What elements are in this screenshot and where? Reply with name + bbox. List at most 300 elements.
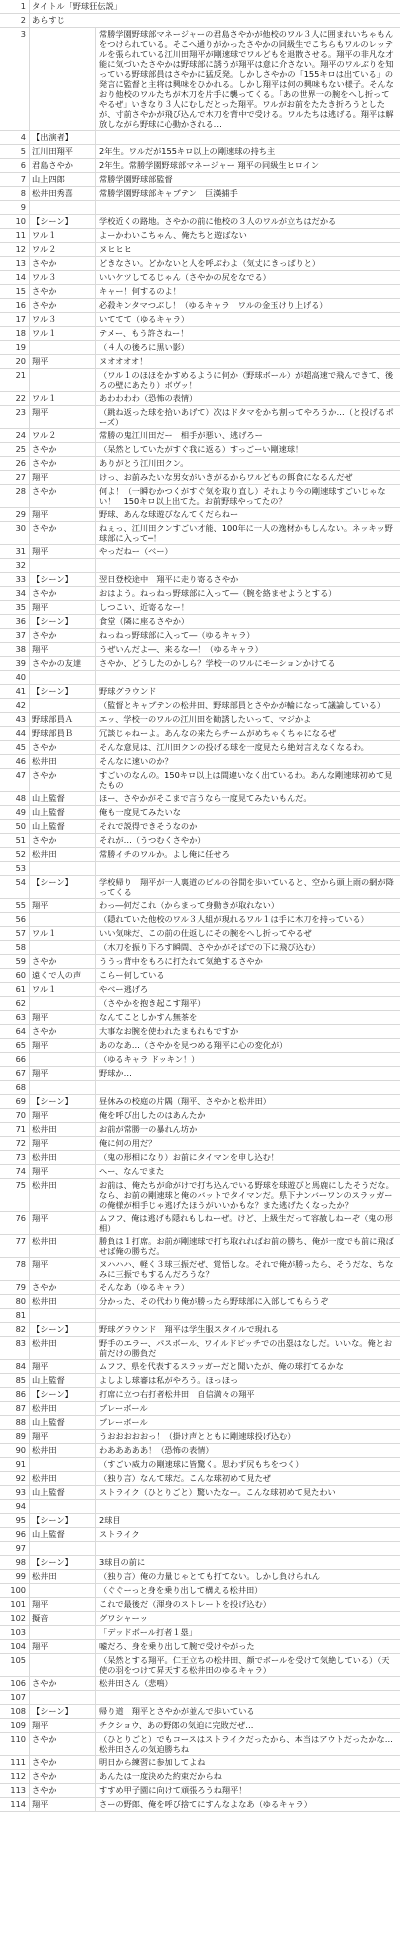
speaker-cell: 翔平 <box>30 1039 96 1052</box>
row-number: 17 <box>0 313 30 326</box>
speaker-cell <box>30 1081 96 1094</box>
speaker-cell: 【シーン】 <box>30 215 96 228</box>
row-number: 3 <box>0 28 30 130</box>
line-text-cell: うぜいんだよ―、来るな―！（ゆるキャラ） <box>99 644 263 654</box>
line-text-cell: そんなに速いのか？ <box>99 756 173 766</box>
speaker-cell: 擬音 <box>30 1612 96 1625</box>
row-number: 73 <box>0 1151 30 1164</box>
script-row <box>0 671 400 685</box>
row-number: 43 <box>0 713 30 726</box>
line-text-cell: 打席に立つ右打者松井田 自信満々の翔平 <box>99 1389 255 1399</box>
line-text-cell: （４人の後ろに黒い影） <box>99 342 190 352</box>
line-text-cell: 2年生。常勝学園野球部マネージャー 翔平の同級生ヒロイン <box>99 160 320 170</box>
speaker-cell <box>30 671 96 684</box>
script-row <box>0 1528 400 1542</box>
row-number: 77 <box>0 1235 30 1257</box>
line-text-cell: いててて（ゆるキャラ） <box>99 314 190 324</box>
row-number: 67 <box>0 1067 30 1080</box>
speaker-cell: さやか <box>30 299 96 312</box>
speaker-cell: 【出演者】 <box>30 131 96 144</box>
line-text-cell: いいケツしてるじゃん（さやかの尻をなでる） <box>99 272 271 282</box>
row-number: 33 <box>0 573 30 586</box>
script-row <box>0 1784 400 1798</box>
line-text-cell: 何よ！（一瞬むかつくがすぐ気を取り直し）それより今の剛速球すごいじゃない！ 150キロ以上出てた。お前野球やってたの？ <box>99 486 386 506</box>
speaker-cell <box>30 862 96 875</box>
row-number: 26 <box>0 457 30 470</box>
row-number: 102 <box>0 1612 30 1625</box>
line-text-cell <box>96 1081 400 1094</box>
script-row <box>0 1733 400 1756</box>
speaker-cell <box>30 1626 96 1639</box>
script-row <box>0 369 400 392</box>
row-number: 8 <box>0 187 30 200</box>
speaker-cell <box>30 369 96 391</box>
line-text-cell: へー、なんでまた <box>99 1166 165 1176</box>
line-text-cell: ストライク（ひとりごと）驚いたなー。こんな球初めて見たわい <box>99 1487 336 1497</box>
line-text-cell: 3球目の前に <box>99 1557 146 1567</box>
row-number: 24 <box>0 429 30 442</box>
script-row <box>0 229 400 243</box>
row-number: 13 <box>0 257 30 270</box>
speaker-cell: 松井田秀喜 <box>30 187 96 200</box>
script-row <box>0 1542 400 1556</box>
line-text-cell: ムフフ、県を代表するスラッガーだと聞いたが、俺の球打てるかな <box>99 1361 344 1371</box>
line-text-cell: あわわわわ（恐怖の表情） <box>99 393 198 403</box>
line-text-cell: 常勝の鬼江川田だー 相手が悪い、逃げろー <box>99 430 263 440</box>
row-number: 63 <box>0 1011 30 1024</box>
speaker-cell <box>30 1542 96 1555</box>
row-number: 50 <box>0 820 30 833</box>
script-row <box>0 28 400 131</box>
line-text-cell: いい気味だ、この前の仕返しにその腕をへし折ってやるぜ <box>99 928 312 938</box>
speaker-cell: 【シーン】 <box>30 573 96 586</box>
row-number: 85 <box>0 1374 30 1387</box>
script-row <box>0 1081 400 1095</box>
script-row <box>0 1677 400 1691</box>
line-text-cell: 学校近くの路地。さやかの前に他校の３人のワルが立ちはだかる <box>99 216 337 226</box>
script-row <box>0 741 400 755</box>
script-row <box>0 792 400 806</box>
script-row <box>0 834 400 848</box>
row-number: 61 <box>0 983 30 996</box>
row-number: 66 <box>0 1053 30 1066</box>
line-text-cell: すごいのなんの。150キロ以上は間違いなく出ているわ。あんな剛速球初めて見たもの <box>99 770 393 790</box>
speaker-cell: さやか <box>30 285 96 298</box>
row-number: 49 <box>0 806 30 819</box>
line-text-cell: そんな意見は、江川田クンの投げる球を一度見たら絶対言えなくなるわ。 <box>99 742 369 752</box>
script-row <box>0 913 400 927</box>
line-text-cell <box>96 131 400 144</box>
line-text-cell: わっ―何だこれ（からまって身動きが取れない） <box>99 900 280 910</box>
script-row <box>0 1109 400 1123</box>
speaker-cell: さやか <box>30 522 96 544</box>
speaker-cell: 翔平 <box>30 1067 96 1080</box>
line-text-cell: テメー、もう許さねー！ <box>99 328 189 338</box>
speaker-cell: 山上監督 <box>30 806 96 819</box>
line-text-cell: 松井田さん（悲鳴） <box>99 1678 173 1688</box>
speaker-cell: ワル１ <box>30 927 96 940</box>
row-number: 4 <box>0 131 30 144</box>
speaker-cell: 松井田 <box>30 848 96 861</box>
script-row <box>0 1309 400 1323</box>
line-text-cell: 2球目 <box>99 1515 121 1525</box>
speaker-cell: 翔平 <box>30 1137 96 1150</box>
line-text-cell: 野手のエラー、パスボール、ワイルドピッチでの出塁はなしだ。いいな。俺とお前だけの勝負だ <box>99 1338 393 1358</box>
script-row <box>0 313 400 327</box>
line-text-cell: グワシャーッ <box>99 1613 148 1623</box>
row-number: 52 <box>0 848 30 861</box>
line-text-cell: プレーボール <box>99 1403 148 1413</box>
row-number: 29 <box>0 508 30 521</box>
script-row <box>0 1025 400 1039</box>
script-row <box>0 955 400 969</box>
row-number: 106 <box>0 1677 30 1690</box>
row-number: 78 <box>0 1258 30 1280</box>
line-text-cell: （隠れていた他校のワル３人組が現れるワル１は手に木刀を持っている） <box>99 914 369 924</box>
speaker-cell <box>30 1584 96 1597</box>
row-number: 71 <box>0 1123 30 1136</box>
script-row <box>0 201 400 215</box>
script-row <box>0 941 400 955</box>
speaker-cell <box>30 1053 96 1066</box>
speaker-cell: さやか <box>30 769 96 791</box>
speaker-cell: ワル３ <box>30 271 96 284</box>
row-number: 105 <box>0 1654 30 1676</box>
line-text-cell: すすめ甲子園に向けて頑張ろうね翔平！ <box>99 1785 247 1795</box>
speaker-cell: 【シーン】 <box>30 1514 96 1527</box>
line-text-cell: 必殺キンタマつぶし！（ゆるキャラ ワルの金玉けり上げる） <box>99 300 328 310</box>
row-number: 51 <box>0 834 30 847</box>
row-number: 107 <box>0 1691 30 1704</box>
speaker-cell: 山上監督 <box>30 1374 96 1387</box>
speaker-cell: ワル２ <box>30 243 96 256</box>
row-number: 96 <box>0 1528 30 1541</box>
row-number: 79 <box>0 1281 30 1294</box>
line-text-cell: これで最後だ（渾身のストレートを投げ込む） <box>99 1599 271 1609</box>
line-text-cell: チクショウ、あの野郎の気迫に完敗だぜ… <box>99 1720 254 1730</box>
row-number: 46 <box>0 755 30 768</box>
row-number: 11 <box>0 229 30 242</box>
script-row <box>0 1402 400 1416</box>
script-row <box>0 699 400 713</box>
script-row <box>0 1770 400 1784</box>
speaker-cell: 翔平 <box>30 508 96 521</box>
script-row <box>0 1798 400 1812</box>
row-number: 95 <box>0 1514 30 1527</box>
script-row <box>0 1654 400 1677</box>
line-text-cell: ねぇっ、江川田クンすごい才能、100年に一人の逸材かもしんない。ネッキッ野球部に入って─！ <box>99 523 393 543</box>
script-row <box>0 1011 400 1025</box>
script-row <box>0 271 400 285</box>
line-text-cell: しつこい、近寄るなー！ <box>99 602 190 612</box>
row-number: 2 <box>0 14 30 27</box>
line-text-cell: プレーボール <box>99 1417 148 1427</box>
script-row <box>0 1360 400 1374</box>
script-row <box>0 471 400 485</box>
line-text-cell: それで説得できそうなのか <box>99 821 198 831</box>
script-row <box>0 299 400 313</box>
speaker-cell: さやか <box>30 1025 96 1038</box>
speaker-cell: ワル３ <box>30 313 96 326</box>
line-text-cell: ヌオオオオ！ <box>99 356 148 366</box>
line-text-cell <box>96 862 400 875</box>
speaker-cell: ワル１ <box>30 327 96 340</box>
script-row <box>0 806 400 820</box>
script-row <box>0 131 400 145</box>
script-row <box>0 862 400 876</box>
line-text-cell: （鬼の形相になり）お前にタイマンを申し込む！ <box>99 1152 279 1162</box>
speaker-cell: さやか <box>30 1770 96 1783</box>
script-row <box>0 1374 400 1388</box>
script-row <box>0 1719 400 1733</box>
script-row <box>0 927 400 941</box>
script-row <box>0 899 400 913</box>
script-row <box>0 848 400 862</box>
script-row <box>0 1570 400 1584</box>
speaker-cell: 【シーン】 <box>30 1095 96 1108</box>
speaker-cell: 翔平 <box>30 471 96 484</box>
script-row <box>0 1165 400 1179</box>
script-row <box>0 0 400 14</box>
speaker-cell: タイトル「野球狂伝説」 <box>32 1 122 11</box>
speaker-cell: 翔平 <box>30 899 96 912</box>
row-number: 89 <box>0 1430 30 1443</box>
script-row <box>0 1691 400 1705</box>
row-number: 60 <box>0 969 30 982</box>
line-text-cell: （さやかを抱き起こす翔平） <box>99 998 206 1008</box>
row-number: 27 <box>0 471 30 484</box>
row-number: 80 <box>0 1295 30 1308</box>
speaker-cell <box>30 1654 96 1676</box>
row-number: 72 <box>0 1137 30 1150</box>
script-row <box>0 643 400 657</box>
row-number: 108 <box>0 1705 30 1718</box>
line-text-cell: うおおおおおっ！（掛け声とともに剛速球投げ込む） <box>99 1431 296 1441</box>
script-row <box>0 685 400 699</box>
line-text-cell: （呆然としていたがすぐ我に返る）すっごーい剛速球！ <box>99 444 304 454</box>
speaker-cell: 翔平 <box>30 1212 96 1234</box>
line-text-cell: お前は、俺たちが命がけで打ち込んでいる野球を球遊びと馬鹿にしたそうだな。なら、お前の剛速球と俺のバットでタイマンだ。県下ナンバーワンのスラッガーの俺様が相手じゃ逃げたほうがいいかもな？また逃げたくなったか？ <box>99 1180 394 1210</box>
speaker-cell: 山上四郎 <box>30 173 96 186</box>
line-text-cell: それが…（うつむくさやか） <box>99 835 206 845</box>
row-number: 64 <box>0 1025 30 1038</box>
row-number: 92 <box>0 1472 30 1485</box>
script-row <box>0 997 400 1011</box>
speaker-cell <box>30 941 96 954</box>
line-text-cell: ストライク <box>99 1529 140 1539</box>
row-number: 12 <box>0 243 30 256</box>
speaker-cell: 【シーン】 <box>30 615 96 628</box>
script-row <box>0 1430 400 1444</box>
speaker-cell: さやか <box>30 1677 96 1690</box>
row-number: 16 <box>0 299 30 312</box>
speaker-cell: ワル１ <box>30 983 96 996</box>
script-row <box>0 406 400 429</box>
line-text-cell: 学校帰り 翔平が一人裏道のビルの谷間を歩いていると、空から頭上雨の網が降ってくる <box>99 877 394 897</box>
script-row <box>0 257 400 271</box>
row-number: 35 <box>0 601 30 614</box>
line-text-cell: 常勝学園野球部キャプテン 巨漢捕手 <box>99 188 238 198</box>
line-text-cell: （独り言）俺の力量じゃとても打てない。しかし負けられん <box>99 1571 321 1581</box>
speaker-cell: 翔平 <box>30 1165 96 1178</box>
script-row <box>0 522 400 545</box>
speaker-cell <box>30 699 96 712</box>
speaker-cell <box>30 913 96 926</box>
script-row <box>0 587 400 601</box>
row-number: 56 <box>0 913 30 926</box>
script-row <box>0 969 400 983</box>
row-number: 76 <box>0 1212 30 1234</box>
row-number: 99 <box>0 1570 30 1583</box>
script-row <box>0 1053 400 1067</box>
row-number: 48 <box>0 792 30 805</box>
row-number: 55 <box>0 899 30 912</box>
line-text-cell: やっだねー（ベー） <box>99 546 173 556</box>
line-text-cell <box>96 201 400 214</box>
row-number: 82 <box>0 1323 30 1336</box>
script-row <box>0 876 400 899</box>
script-row <box>0 1626 400 1640</box>
line-text-cell: あんたは一度決めた約束だからね <box>99 1771 222 1781</box>
script-row <box>0 1514 400 1528</box>
script-row <box>0 1598 400 1612</box>
row-number: 18 <box>0 327 30 340</box>
speaker-cell: 松井田 <box>30 1402 96 1415</box>
row-number: 22 <box>0 392 30 405</box>
script-row <box>0 1584 400 1598</box>
row-number: 42 <box>0 699 30 712</box>
row-number: 86 <box>0 1388 30 1401</box>
row-number: 111 <box>0 1756 30 1769</box>
speaker-cell <box>30 1500 96 1513</box>
speaker-cell: さやかの友達 <box>30 657 96 670</box>
script-row <box>0 429 400 443</box>
script-row <box>0 392 400 406</box>
row-number: 112 <box>0 1770 30 1783</box>
row-number: 68 <box>0 1081 30 1094</box>
line-text-cell: ほー、さやかがそこまで言うなら一度見てみたいもんだ。 <box>99 793 312 803</box>
row-number: 91 <box>0 1458 30 1471</box>
script-row <box>0 769 400 792</box>
script-row <box>0 1295 400 1309</box>
line-text-cell: 常勝学園野球部監督 <box>99 174 173 184</box>
row-number: 41 <box>0 685 30 698</box>
script-row <box>0 1458 400 1472</box>
line-text-cell <box>96 1500 400 1513</box>
script-row <box>0 327 400 341</box>
speaker-cell: さやか <box>30 485 96 507</box>
line-text-cell: 俺に何の用だ？ <box>99 1138 157 1148</box>
line-text-cell: 分かった、その代わり俺が勝ったら野球部に入部してもらうぞ <box>99 1296 329 1306</box>
line-text-cell <box>96 14 400 27</box>
script-row <box>0 1235 400 1258</box>
speaker-cell: 江川田翔平 <box>30 145 96 158</box>
speaker-cell <box>30 341 96 354</box>
speaker-cell: 松井田 <box>30 1444 96 1457</box>
speaker-cell: 松井田 <box>30 1151 96 1164</box>
line-text-cell: （すごい威力の剛速球に皆驚く。思わず尻もちをつく） <box>99 1459 304 1469</box>
speaker-cell: 山上監督 <box>30 1528 96 1541</box>
speaker-cell: 松井田 <box>30 1472 96 1485</box>
speaker-cell: ワル１ <box>30 229 96 242</box>
line-text-cell: 食堂（隣に座るさやか） <box>99 616 190 626</box>
row-number: 97 <box>0 1542 30 1555</box>
speaker-cell: 翔平 <box>30 355 96 368</box>
line-text-cell: やべー逃げろ <box>99 984 149 994</box>
script-row <box>0 285 400 299</box>
line-text-cell: 大事なお腕を使われたまもれもですか <box>99 1026 239 1036</box>
script-row <box>0 983 400 997</box>
line-text-cell: 2年生。ワルだが155キロ以上の剛速球の持ち主 <box>99 146 276 156</box>
speaker-cell: 山上監督 <box>30 820 96 833</box>
script-row <box>0 1705 400 1719</box>
line-text-cell: 常勝イチのワルか。よし俺に任せろ <box>99 849 230 859</box>
speaker-cell: 松井田 <box>30 1337 96 1359</box>
row-number: 110 <box>0 1733 30 1755</box>
row-number: 57 <box>0 927 30 940</box>
speaker-cell: 【シーン】 <box>30 1323 96 1336</box>
script-row <box>0 215 400 229</box>
speaker-cell: 松井田 <box>30 1179 96 1211</box>
speaker-cell: 山上監督 <box>30 1486 96 1499</box>
script-row <box>0 1486 400 1500</box>
row-number: 113 <box>0 1784 30 1797</box>
script-row <box>0 1388 400 1402</box>
row-number: 37 <box>0 629 30 642</box>
row-number: 81 <box>0 1309 30 1322</box>
line-text-cell: よしよし球審は私がやろう。ほっほっ <box>99 1375 239 1385</box>
line-text-cell: 野球グラウンド 翔平は学生服スタイルで現れる <box>99 1324 279 1334</box>
row-number: 94 <box>0 1500 30 1513</box>
line-text-cell <box>96 671 400 684</box>
line-text-cell: （跳ね返った球を拾いあげて）次はドタマをかち割ってやろうか…（と投げるポーズ） <box>99 407 394 427</box>
line-text-cell: 野球か… <box>99 1068 132 1078</box>
speaker-cell <box>30 1691 96 1704</box>
line-text-cell: 帰り道 翔平とさやかが並んで歩いている <box>99 1706 255 1716</box>
speaker-cell: さやか <box>30 257 96 270</box>
script-row <box>0 1640 400 1654</box>
speaker-cell: 翔平 <box>30 1258 96 1280</box>
row-number: 65 <box>0 1039 30 1052</box>
script-row <box>0 755 400 769</box>
speaker-cell: さやか <box>30 741 96 754</box>
script-row <box>0 1179 400 1212</box>
speaker-cell: 【シーン】 <box>30 1388 96 1401</box>
row-number: 75 <box>0 1179 30 1211</box>
speaker-cell: さやか <box>30 1281 96 1294</box>
script-row <box>0 573 400 587</box>
speaker-cell: 君島さやか <box>30 159 96 172</box>
script-row <box>0 1151 400 1165</box>
script-row <box>0 355 400 369</box>
speaker-cell <box>30 997 96 1010</box>
row-number: 10 <box>0 215 30 228</box>
line-text-cell: ヌヒヒヒ <box>99 244 132 254</box>
script-row <box>0 820 400 834</box>
speaker-cell: 松井田 <box>30 755 96 768</box>
speaker-cell: さやか <box>30 834 96 847</box>
line-text-cell: ヌハハハ、軽く３球三振だぜ、覚悟しな。それで俺が勝ったら、そうだな、ちなみに三振でもするんだろうな？ <box>99 1259 394 1279</box>
speaker-cell <box>30 1458 96 1471</box>
speaker-cell <box>30 201 96 214</box>
script-row <box>0 1281 400 1295</box>
speaker-cell: 翔平 <box>30 643 96 656</box>
line-text-cell <box>96 1542 400 1555</box>
speaker-cell: 翔平 <box>30 1430 96 1443</box>
row-number: 84 <box>0 1360 30 1373</box>
speaker-cell: さやか <box>30 1784 96 1797</box>
row-number: 38 <box>0 643 30 656</box>
